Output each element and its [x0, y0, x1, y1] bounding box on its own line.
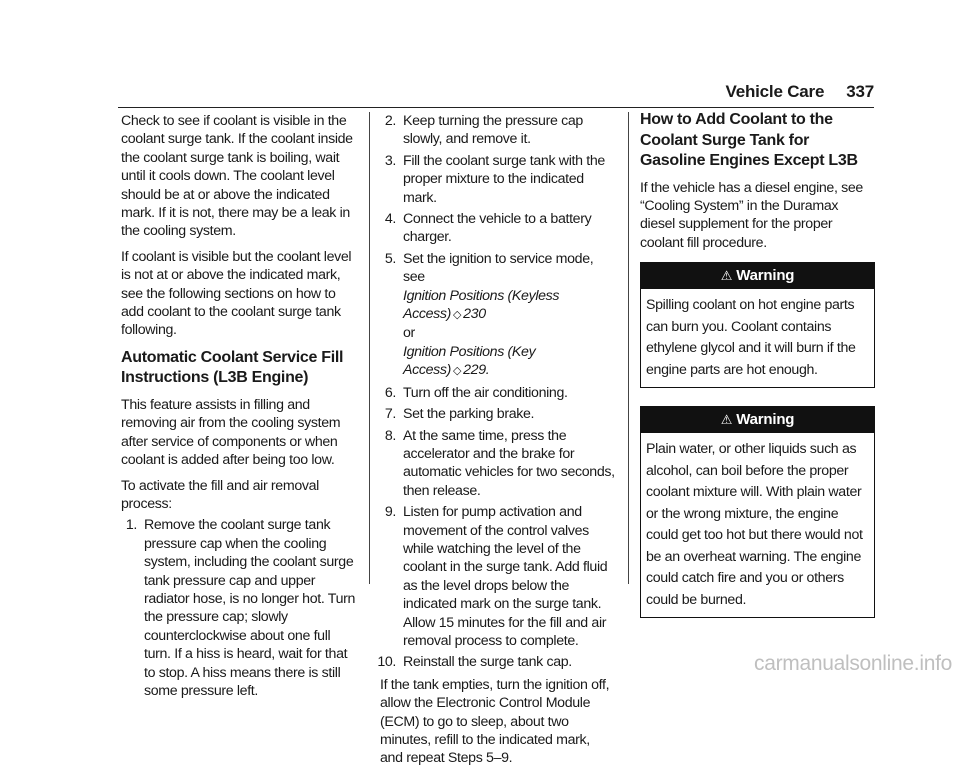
- page-number: 337: [846, 82, 874, 101]
- paragraph: If the vehicle has a diesel engine, see “Cooling System” in the Duramax diesel supplement for the proper coolant fill procedure.: [640, 179, 863, 251]
- list-item: 6. Turn off the air conditioning.: [384, 384, 568, 401]
- warning-triangle-icon: ⚠: [720, 412, 733, 428]
- steps-list: [121, 516, 359, 700]
- warning-body: Plain water, or other liquids such as alcohol, can boil before the proper coolant mixture will. With plain water or the wrong mixture, the engine could get too hot but there would not be an overheat warning. The engine could catch fire and you or others could be burned.: [646, 441, 863, 608]
- list-item: 5. Set the ignition to service mode, see Ignition Positions (Keyless Access) ◇ 230 or Ignition Positions (Key Access) ◇ 229.: [384, 250, 594, 379]
- column-divider: [369, 112, 370, 244]
- column-2: [377, 112, 616, 775]
- warning-header: ⚠ Warning: [641, 263, 874, 289]
- warning-box: [640, 406, 875, 618]
- warning-body: Spilling coolant on hot engine parts can burn you. Coolant contains ethylene glycol and it will burn if the engine parts are hot enough.: [646, 297, 856, 378]
- section-heading: How to Add Coolant to the Coolant Surge Tank for Gasoline Engines Except L3B: [640, 111, 858, 169]
- page-reference-icon: ◇: [453, 365, 462, 378]
- column-divider: [369, 244, 370, 584]
- list-item: 10. Reinstall the surge tank cap.: [377, 654, 572, 671]
- list-item: 7. Set the parking brake.: [384, 406, 535, 423]
- section-title: Vehicle Care: [725, 82, 825, 101]
- steps-list: [377, 112, 616, 672]
- page-reference[interactable]: 229.: [463, 362, 490, 379]
- paragraph: This feature assists in filling and removing air from the cooling system after service of components or when coolant is added after being too low.: [121, 396, 341, 469]
- step-number: 1.: [125, 517, 137, 534]
- list-item: 4. Connect the vehicle to a battery charger.: [384, 211, 592, 246]
- warning-box: [640, 262, 875, 388]
- list-item: [121, 516, 359, 700]
- watermark: carmanualsonline.info: [754, 652, 952, 675]
- list-item: 9. Listen for pump activation and movement of the control valves while watching the level of the coolant in the surge tank. Add fluid as the level drops below the indicated mark on the surge tank. Allow 15 minutes for the fill and air removal process to complete.: [384, 504, 608, 649]
- cross-reference-link[interactable]: Ignition Positions (Keyless Access): [403, 287, 560, 323]
- paragraph: If coolant is visible but the coolant level is not at or above the indicated mark, see the following sections on how to add coolant to the coolant surge tank following.: [121, 248, 352, 339]
- page-reference-icon: ◇: [453, 309, 462, 322]
- list-item: 8. At the same time, press the accelerator and the brake for automatic vehicles for two seconds, then release.: [384, 427, 615, 499]
- header-rule: [118, 107, 874, 108]
- paragraph: To activate the fill and air removal process:: [121, 477, 319, 512]
- column-1: [121, 112, 359, 703]
- warning-header: ⚠ Warning: [641, 407, 874, 433]
- paragraph: Check to see if coolant is visible in the coolant surge tank. If the coolant inside the coolant surge tank is boiling, wait until it cools down. The coolant level should be at or above the indicated mark. If it is not, there may be a leak in the cooling system.: [121, 113, 353, 240]
- section-heading: Automatic Coolant Service Fill Instructions (L3B Engine): [121, 348, 344, 387]
- column-divider: [628, 112, 629, 584]
- page-header: [726, 82, 875, 102]
- paragraph: If the tank empties, turn the ignition off, allow the Electronic Control Module (ECM) to go to sleep, about two minutes, refill to the indicated mark, and repeat Steps 5–9.: [380, 676, 610, 767]
- list-item: 3. Fill the coolant surge tank with the proper mixture to the indicated mark.: [384, 152, 605, 206]
- list-item: 2. Keep turning the pressure cap slowly, and remove it.: [384, 113, 583, 148]
- page-reference[interactable]: 230: [463, 306, 486, 323]
- column-3: [640, 112, 875, 636]
- step-text: Remove the coolant surge tank pressure cap when the cooling system, including the coolant surge tank pressure cap and upper radiator hose, is no longer hot. Turn the pressure cap; slowly counterclockwise about one full turn. If a hiss is heard, wait for that to stop. A hiss means there is still some pressure left.: [144, 517, 356, 699]
- cross-reference-link[interactable]: Ignition Positions (Key Access): [403, 343, 536, 379]
- warning-triangle-icon: ⚠: [720, 268, 733, 284]
